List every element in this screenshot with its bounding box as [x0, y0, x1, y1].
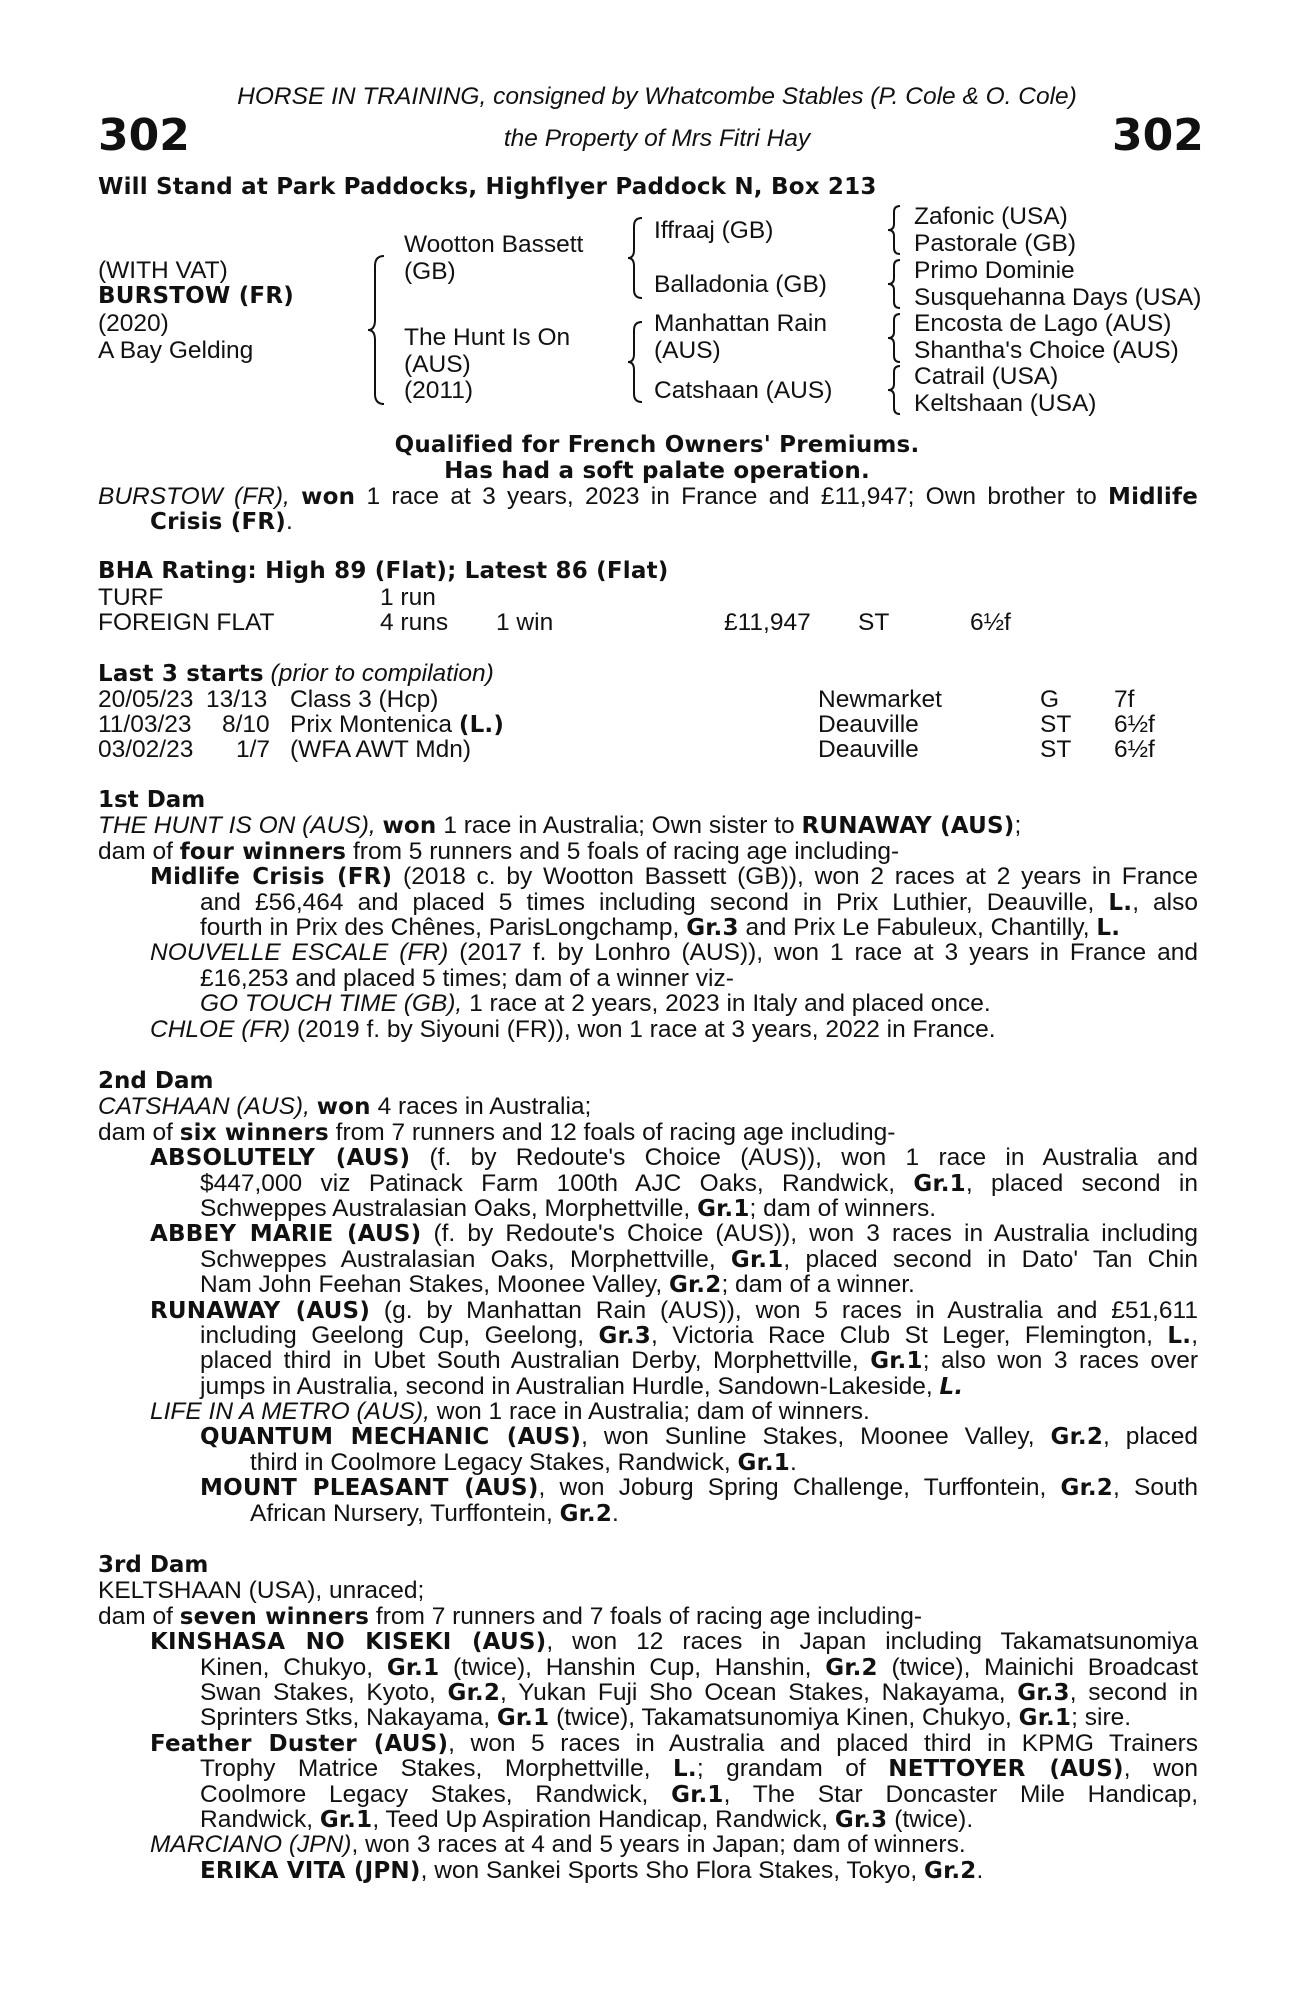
dam3-line: Feather Duster (AUS), won 5 races in Australia and placed third in KPMG Trainers — [150, 1729, 1198, 1757]
lot-number-right: 302 — [1112, 110, 1204, 161]
pedigree-brace-g4 — [886, 364, 906, 416]
dam2-line: ABBEY MARIE (AUS) (f. by Redoute's Choice (AUS)), won 3 races in Australia including — [150, 1220, 1199, 1248]
pedigree-g2: Pastorale (GB) — [914, 230, 1077, 257]
pedigree-g7: Catrail (USA) — [914, 363, 1059, 390]
dam1-line: CHLOE (FR) (2019 f. by Siyouni (FR)), won 1 race at 3 years, 2022 in France. — [150, 1015, 996, 1043]
rating-row-runs: 1 run — [380, 584, 436, 611]
dam2-line: CATSHAAN (AUS), won 4 races in Australia; — [98, 1093, 592, 1121]
pedigree-dam-dam: Catshaan (AUS) — [654, 377, 833, 404]
horse-summary — [98, 484, 1198, 535]
dam2-line: $447,000 viz Patinack Farm 100th AJC Oaks, Randwick, Gr.1, placed second in — [200, 1169, 1198, 1197]
start-position: 1/7 — [236, 736, 271, 763]
pedigree-dam-line3: (2011) — [404, 377, 474, 404]
pedigree-dam-line2: (AUS) — [404, 351, 471, 378]
operation-note: Has had a soft palate operation. — [444, 458, 870, 484]
horse-year: (2020) — [98, 310, 169, 337]
vat-note: (WITH VAT) — [98, 257, 228, 284]
rating-row-prize: £11,947 — [724, 609, 811, 636]
start-date: 20/05/23 — [98, 686, 194, 713]
pedigree-g3: Primo Dominie — [914, 257, 1075, 284]
start-date: 11/03/23 — [98, 711, 192, 738]
start-date: 03/02/23 — [98, 736, 194, 763]
start-going: ST — [1040, 711, 1072, 738]
dam2-line: African Nursery, Turffontein, Gr.2. — [250, 1499, 619, 1527]
section-title: 1st Dam — [98, 787, 206, 813]
start-race: Prix Montenica (L.) — [290, 711, 505, 738]
second-dam-section — [98, 1069, 1198, 1526]
pedigree-sire-sire: Iffraaj (GB) — [654, 217, 774, 244]
start-position: 13/13 — [206, 686, 268, 713]
summary-line-2: Crisis (FR). — [150, 508, 293, 536]
dam2-line: ABSOLUTELY (AUS) (f. by Redoute's Choice (AUS)), won 1 race in Australia and — [150, 1144, 1198, 1172]
pedigree-g6: Shantha's Choice (AUS) — [914, 337, 1179, 364]
section-title: 3rd Dam — [98, 1552, 209, 1578]
pedigree-sire-dam: Balladonia (GB) — [654, 271, 827, 298]
dam1-line: fourth in Prix des Chênes, ParisLongchamp, Gr.3 and Prix Le Fabuleux, Chantilly, L. — [200, 913, 1121, 941]
start-course: Deauville — [818, 736, 919, 763]
pedigree-brace-g2 — [886, 258, 906, 310]
pedigree-g1: Zafonic (USA) — [914, 203, 1068, 230]
dam2-line: placed third in Ubet South Australian Derby, Morphettville, Gr.1; also won 3 races over — [200, 1347, 1198, 1375]
start-going: G — [1040, 686, 1060, 713]
pedigree-brace-g3 — [886, 312, 906, 364]
premiums-note: Qualified for French Owners' Premiums. — [394, 432, 920, 458]
dam1-line: NOUVELLE ESCALE (FR) (2017 f. by Lonhro (AUS)), won 1 race at 3 years in France and — [150, 939, 1199, 967]
pedigree-sire-line2: (GB) — [404, 258, 456, 285]
summary-line-1: BURSTOW (FR), won 1 race at 3 years, 2023 in France and £11,947; Own brother to Midlife — [98, 483, 1199, 510]
pedigree-brace-dam — [626, 320, 646, 404]
pedigree-g8: Keltshaan (USA) — [914, 390, 1097, 417]
location-line: Will Stand at Park Paddocks, Highflyer Paddock N, Box 213 — [98, 174, 877, 200]
dam3-line: Trophy Matrice Stakes, Morphettville, L.; grandam of NETTOYER (AUS), won — [200, 1755, 1199, 1783]
dam3-line: Swan Stakes, Kyoto, Gr.2, Yukan Fuji Sho Ocean Stakes, Nakayama, Gr.3, second in — [200, 1678, 1198, 1706]
rating-row-runs: 4 runs — [380, 609, 449, 636]
dam1-line: Midlife Crisis (FR) (2018 c. by Wootton Bassett (GB)), won 2 races at 2 years in France — [150, 863, 1198, 891]
lot-number-left: 302 — [98, 110, 190, 161]
dam1-line: dam of four winners from 5 runners and 5 foals of racing age including- — [98, 837, 900, 865]
rating-row-dist: 6½f — [970, 609, 1011, 636]
dam2-line: Schweppes Australasian Oaks, Morphettville, Gr.1, placed second in Dato' Tan Chin — [200, 1245, 1198, 1273]
dam2-line: RUNAWAY (AUS) (g. by Manhattan Rain (AUS)), won 5 races in Australia and £51,611 — [150, 1296, 1198, 1324]
dam3-line: Randwick, Gr.1, Teed Up Aspiration Handicap, Randwick, Gr.3 (twice). — [200, 1805, 974, 1833]
property-line: the Property of Mrs Fitri Hay — [503, 125, 811, 152]
start-distance: 6½f — [1114, 736, 1155, 763]
dam3-line: KELTSHAAN (USA), unraced; — [98, 1577, 425, 1605]
dam2-line: dam of six winners from 7 runners and 12 foals of racing age including- — [98, 1118, 896, 1146]
dam2-line: MOUNT PLEASANT (AUS), won Joburg Spring Challenge, Turffontein, Gr.2, South — [200, 1474, 1198, 1502]
start-course: Deauville — [818, 711, 919, 738]
pedigree-sire-line1: Wootton Bassett — [404, 231, 584, 258]
rating-row-type: FOREIGN FLAT — [98, 609, 275, 636]
dam1-line: £16,253 and placed 5 times; dam of a winner viz- — [200, 964, 734, 992]
pedigree-g4: Susquehanna Days (USA) — [914, 284, 1202, 311]
dam2-line: Schweppes Australasian Oaks, Morphettville, Gr.1; dam of winners. — [200, 1194, 937, 1222]
dam3-line: KINSHASA NO KISEKI (AUS), won 12 races in Japan including Takamatsunomiya — [150, 1628, 1198, 1656]
horse-description: A Bay Gelding — [98, 337, 254, 364]
start-distance: 6½f — [1114, 711, 1155, 738]
rating-row-going: ST — [858, 609, 890, 636]
dam1-line: GO TOUCH TIME (GB), 1 race at 2 years, 2023 in Italy and placed once. — [200, 990, 991, 1018]
pedigree-dam-sire-line1: Manhattan Rain — [654, 310, 827, 337]
pedigree-brace-sire — [626, 216, 646, 300]
bha-rating-title: BHA Rating: High 89 (Flat); Latest 86 (Flat) — [98, 558, 669, 584]
rating-row-wins: 1 win — [496, 609, 554, 636]
dam2-line: jumps in Australia, second in Australian Hurdle, Sandown-Lakeside, L. — [200, 1372, 964, 1400]
dam3-line: dam of seven winners from 7 runners and 7 foals of racing age including- — [98, 1602, 923, 1630]
pedigree-g5: Encosta de Lago (AUS) — [914, 310, 1172, 337]
dam3-line: Sprinters Stks, Nakayama, Gr.1 (twice), Takamatsunomiya Kinen, Chukyo, Gr.1; sire. — [200, 1704, 1132, 1732]
dam2-line: QUANTUM MECHANIC (AUS), won Sunline Stakes, Moonee Valley, Gr.2, placed — [200, 1423, 1198, 1451]
third-dam-section — [98, 1553, 1198, 1883]
start-course: Newmarket — [818, 686, 942, 713]
section-title: 2nd Dam — [98, 1068, 214, 1094]
pedigree-brace-g1 — [886, 204, 906, 256]
first-dam-section — [98, 788, 1198, 1042]
pedigree-dam-sire-line2: (AUS) — [654, 337, 721, 364]
pedigree-dam-line1: The Hunt Is On — [404, 324, 571, 351]
dam2-line: including Geelong Cup, Geelong, Gr.3, Victoria Race Club St Leger, Flemington, L., — [200, 1321, 1198, 1349]
start-going: ST — [1040, 736, 1072, 763]
dam3-line: Coolmore Legacy Stakes, Randwick, Gr.1, The Star Doncaster Mile Handicap, — [200, 1780, 1199, 1808]
dam2-line: LIFE IN A METRO (AUS), won 1 race in Australia; dam of winners. — [150, 1398, 870, 1426]
dam1-line: and £56,464 and placed 5 times including second in Prix Luthier, Deauville, L., also — [200, 888, 1199, 916]
dam3-line: Kinen, Chukyo, Gr.1 (twice), Hanshin Cup, Hanshin, Gr.2 (twice), Mainichi Broadcast — [200, 1653, 1199, 1681]
dam3-line: MARCIANO (JPN), won 3 races at 4 and 5 years in Japan; dam of winners. — [150, 1831, 966, 1859]
horse-name: BURSTOW (FR) — [98, 283, 294, 309]
dam3-line: ERIKA VITA (JPN), won Sankei Sports Sho Flora Stakes, Tokyo, Gr.2. — [200, 1856, 984, 1884]
start-position: 8/10 — [222, 711, 270, 738]
consignor-line: HORSE IN TRAINING, consigned by Whatcombe Stables (P. Cole & O. Cole) — [237, 83, 1077, 110]
last-starts-heading: Last 3 starts (prior to compilation) — [98, 660, 494, 687]
start-race: (WFA AWT Mdn) — [290, 736, 472, 763]
dam2-line: Nam John Feehan Stakes, Moonee Valley, Gr.2; dam of a winner. — [200, 1271, 915, 1299]
dam2-line: third in Coolmore Legacy Stakes, Randwick, Gr.1. — [250, 1448, 797, 1476]
start-distance: 7f — [1114, 686, 1135, 713]
dam1-line: THE HUNT IS ON (AUS), won 1 race in Australia; Own sister to RUNAWAY (AUS); — [98, 812, 1022, 840]
pedigree-brace-main — [366, 254, 388, 406]
rating-row-type: TURF — [98, 584, 164, 611]
start-race: Class 3 (Hcp) — [290, 686, 439, 713]
